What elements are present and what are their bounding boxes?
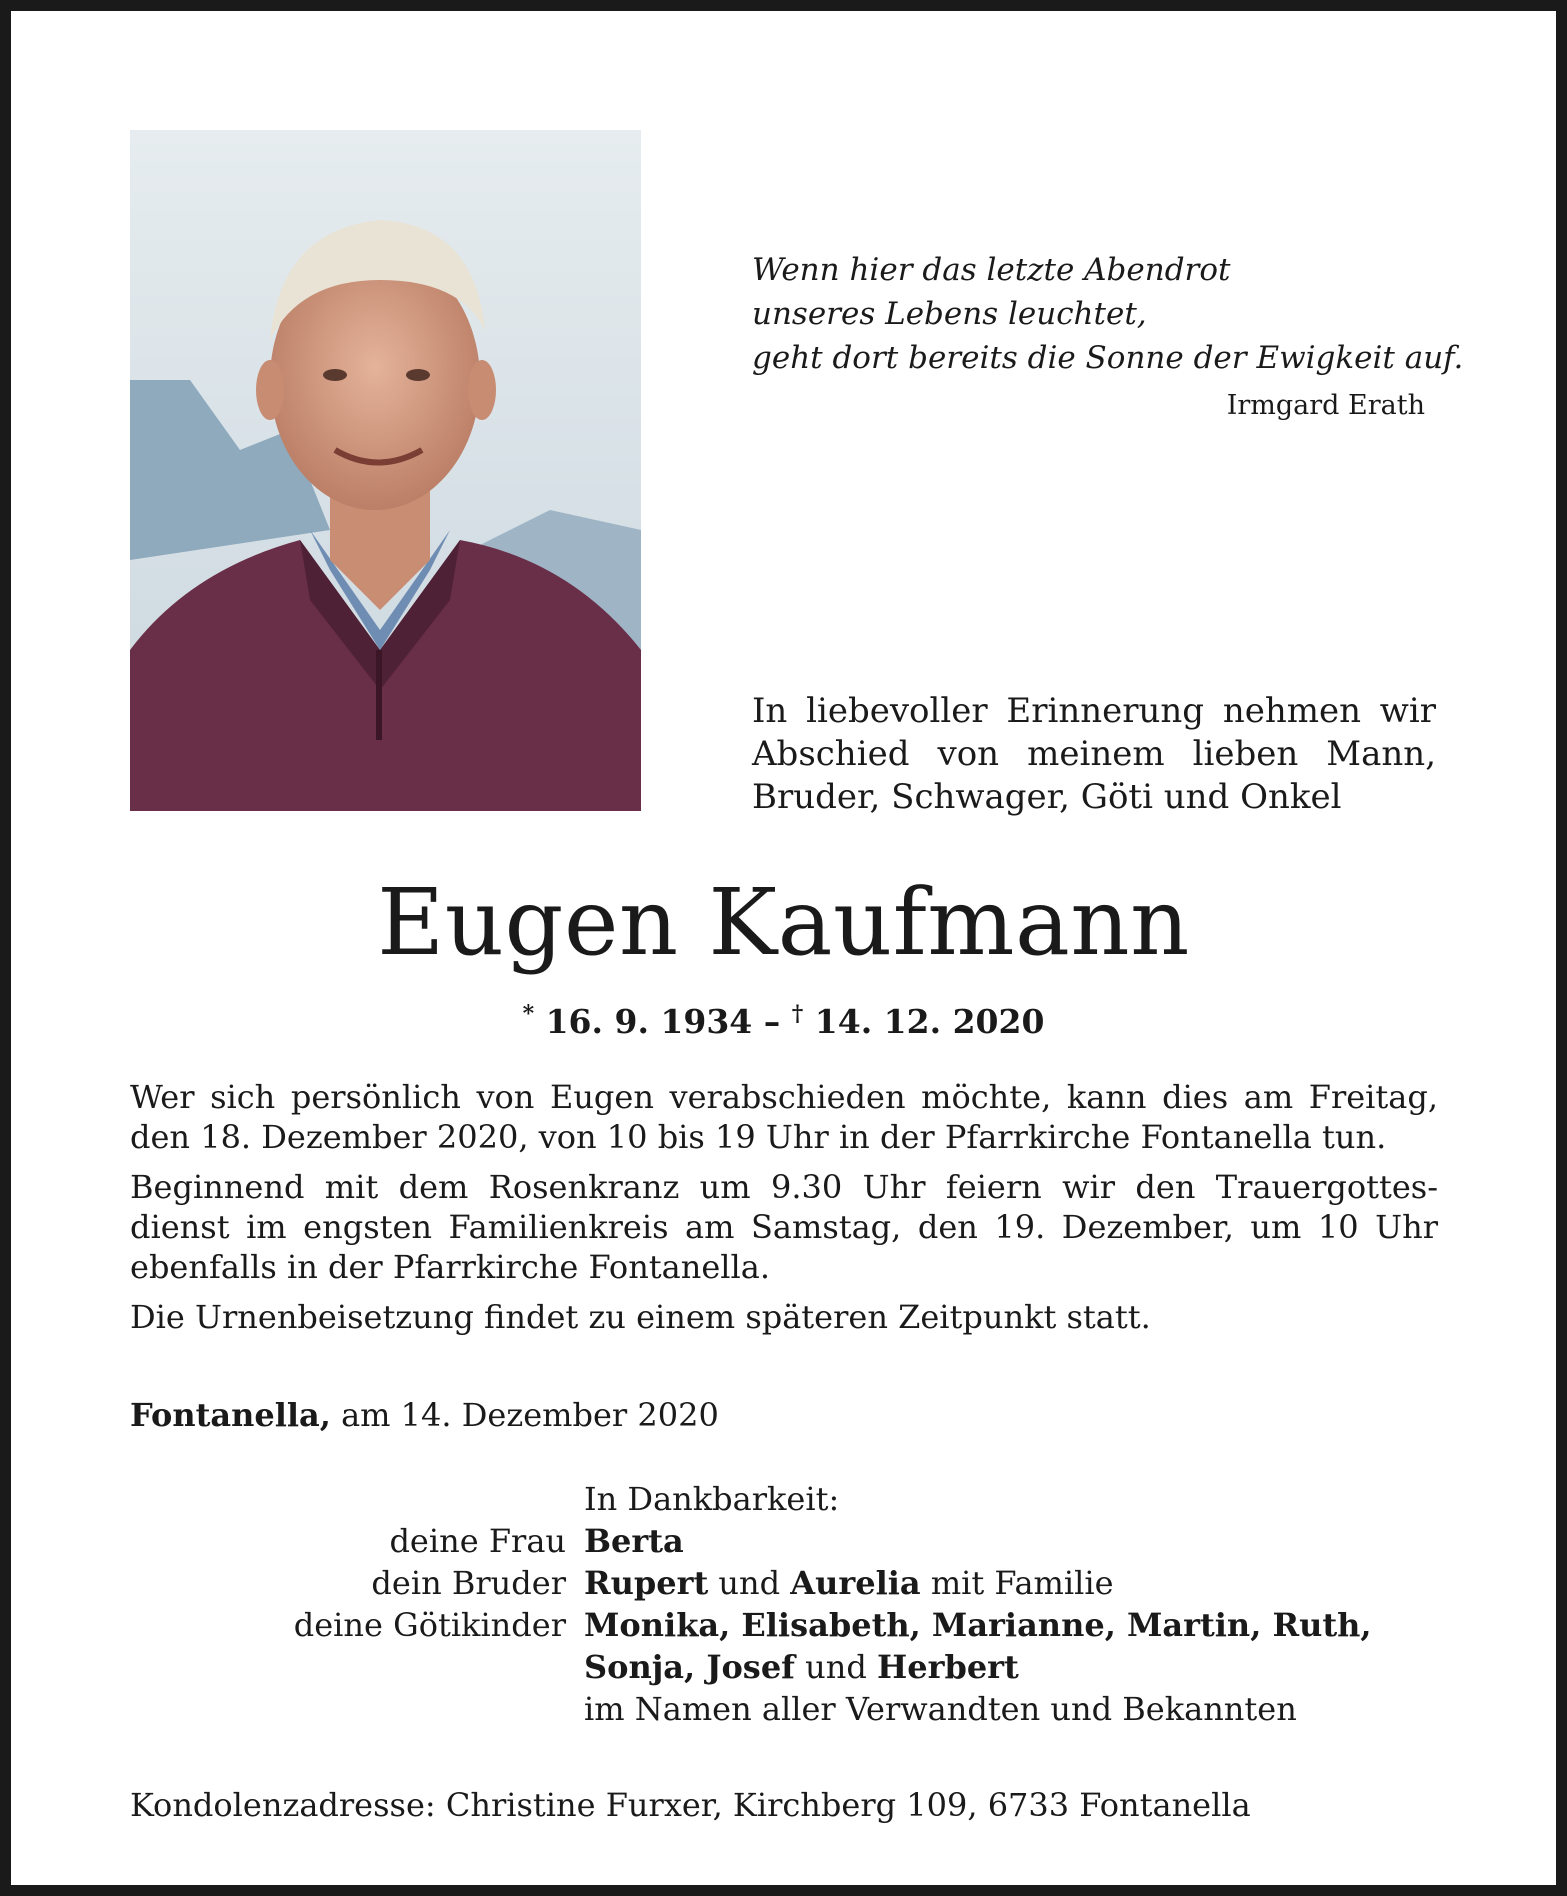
birth-date: 16. 9. 1934 — [545, 1002, 753, 1041]
mourner-name: Berta — [584, 1522, 684, 1560]
body-line: ebenfalls in der Pfarrkirche Fontanella. — [130, 1248, 770, 1286]
viewing-paragraph — [130, 1077, 1438, 1157]
place: Fontanella, — [130, 1396, 331, 1434]
body-line: den 18. Dezember 2020, von 10 bis 19 Uhr in der Pfarrkirche Fontanella tun. — [130, 1118, 1387, 1156]
life-dates — [0, 992, 1567, 1044]
intro-line: In liebevoller Erinnerung nehmen wir — [752, 691, 1436, 731]
service-paragraph — [130, 1167, 1438, 1287]
mourner-names: Monika, Elisabeth, Marianne, Martin, Ruth, — [584, 1606, 1372, 1644]
body-line: Die Urnenbeisetzung findet zu einem späteren Zeitpunkt statt. — [130, 1298, 1151, 1336]
names-godchildren-2 — [584, 1646, 1019, 1688]
mourner-names: Sonja, Josef — [584, 1648, 795, 1686]
connector: und — [708, 1564, 791, 1602]
condolence-address: Kondolenzadresse: Christine Furxer, Kirchberg 109, 6733 Fontanella — [130, 1786, 1251, 1824]
burial-paragraph — [130, 1297, 1438, 1337]
birth-symbol: * — [522, 1001, 535, 1027]
quote-line: Wenn hier das letzte Abendrot — [752, 252, 1231, 288]
mourner-name: Herbert — [876, 1648, 1019, 1686]
relation-brother: dein Bruder — [371, 1564, 566, 1602]
relation-godchildren: deine Götikinder — [293, 1606, 566, 1644]
closing-line: im Namen aller Verwandten und Bekannten — [584, 1690, 1297, 1728]
body-line: Wer sich persönlich von Eugen verabschieden möchte, kann dies am Freitag, — [130, 1078, 1438, 1116]
date: am 14. Dezember 2020 — [330, 1396, 719, 1434]
intro-line: Bruder, Schwager, Göti und Onkel — [752, 777, 1342, 817]
place-date — [130, 1394, 719, 1436]
intro-text — [752, 690, 1436, 819]
body-line: Beginnend mit dem Rosenkranz um 9.30 Uhr feiern wir den Trauergottes- — [130, 1168, 1438, 1206]
quote-author: Irmgard Erath — [1226, 390, 1425, 421]
obituary-body — [130, 1077, 1438, 1347]
quote-line: geht dort bereits die Sonne der Ewigkeit auf. — [752, 340, 1464, 376]
death-date: 14. 12. 2020 — [814, 1002, 1045, 1041]
thanks-heading: In Dankbarkeit: — [584, 1480, 840, 1518]
portrait-photo — [130, 130, 641, 811]
date-separator: – — [763, 1002, 781, 1041]
intro-line: Abschied von meinem lieben Mann, — [752, 734, 1436, 774]
death-symbol: † — [791, 1001, 804, 1027]
suffix: mit Familie — [920, 1564, 1114, 1602]
mourner-name: Aurelia — [790, 1564, 921, 1602]
names-brother — [584, 1562, 1114, 1604]
relation-wife: deine Frau — [389, 1522, 566, 1560]
connector: und — [794, 1648, 877, 1686]
memorial-quote — [752, 248, 1464, 380]
portrait-icon — [130, 130, 641, 811]
quote-line: unseres Lebens leuchtet, — [752, 296, 1147, 332]
name-wife — [584, 1520, 684, 1562]
names-godchildren — [584, 1604, 1372, 1646]
deceased-name: Eugen Kaufmann — [377, 869, 1190, 976]
mourner-name: Rupert — [584, 1564, 709, 1602]
body-line: dienst im engsten Familienkreis am Samstag, den 19. Dezember, um 10 Uhr — [130, 1208, 1438, 1246]
